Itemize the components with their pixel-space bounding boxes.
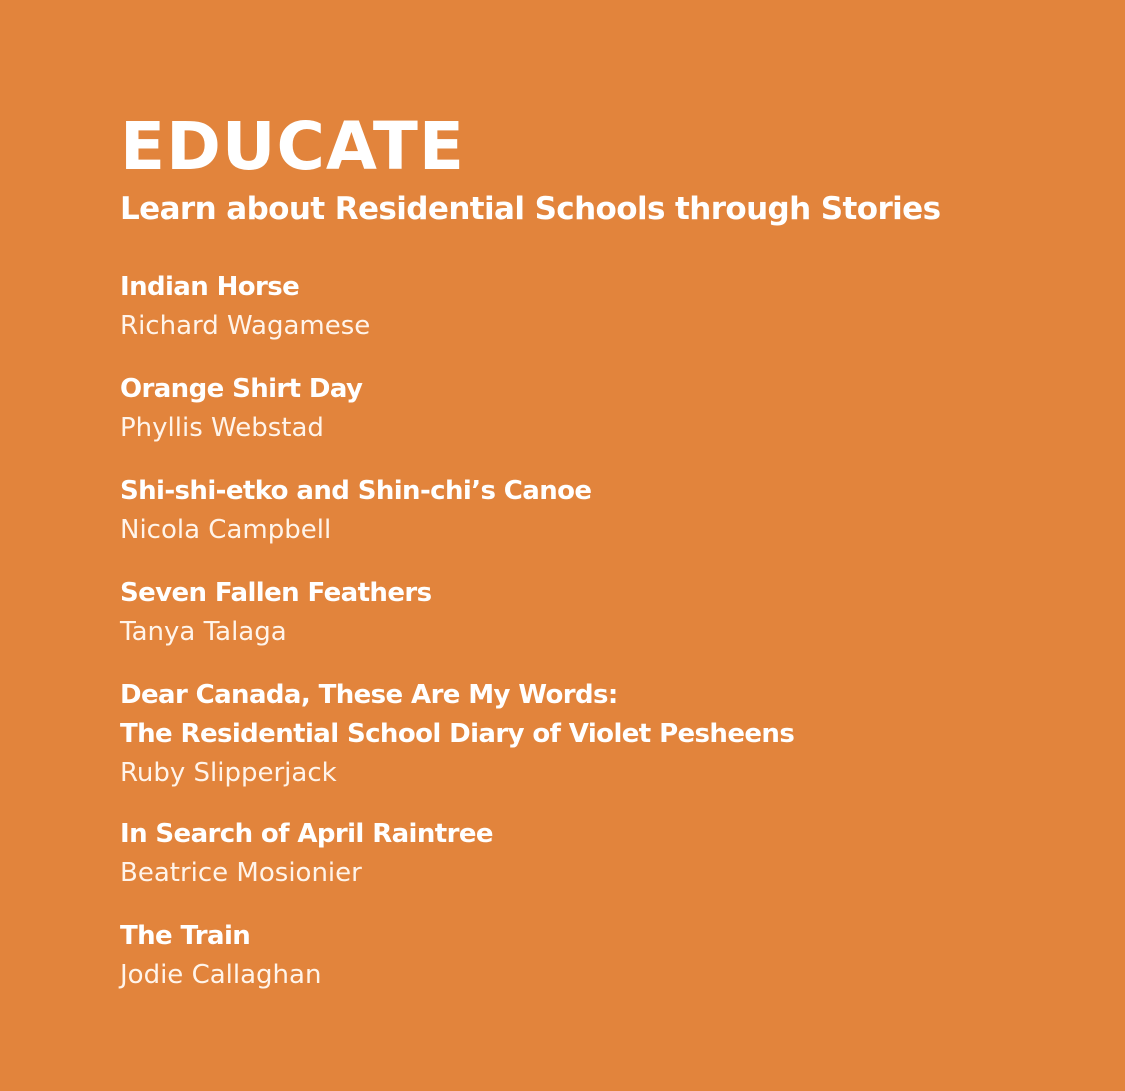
book-item-seven-fallen-feathers — [120, 574, 431, 652]
book-item-shi-shi-etko — [120, 472, 591, 550]
book-item-orange-shirt-day — [120, 370, 362, 448]
book-title: In Search of April Raintree — [120, 819, 493, 849]
book-title-line-2: The Residential School Diary of Violet Pesheens — [120, 719, 795, 749]
page-subtitle: Learn about Residential Schools through Stories — [120, 191, 941, 227]
book-title: The Train — [120, 921, 251, 951]
book-title: Orange Shirt Day — [120, 374, 363, 404]
book-title: Indian Horse — [120, 272, 300, 302]
book-title: Seven Fallen Feathers — [120, 578, 432, 608]
book-author: Nicola Campbell — [120, 515, 332, 545]
book-item-april-raintree — [120, 815, 493, 893]
book-author: Phyllis Webstad — [120, 413, 324, 443]
poster — [120, 108, 1080, 990]
book-item-the-train — [120, 917, 321, 995]
book-author: Richard Wagamese — [120, 311, 371, 341]
book-title: Shi-shi-etko and Shin-chi’s Canoe — [120, 476, 592, 506]
book-author: Jodie Callaghan — [120, 960, 322, 990]
book-item-dear-canada — [120, 676, 794, 793]
page-title: EDUCATE — [120, 108, 465, 185]
book-author: Tanya Talaga — [120, 617, 287, 647]
book-title: Dear Canada, These Are My Words: — [120, 680, 618, 710]
book-item-indian-horse — [120, 268, 370, 346]
book-author: Beatrice Mosionier — [120, 858, 362, 888]
book-author: Ruby Slipperjack — [120, 758, 337, 788]
